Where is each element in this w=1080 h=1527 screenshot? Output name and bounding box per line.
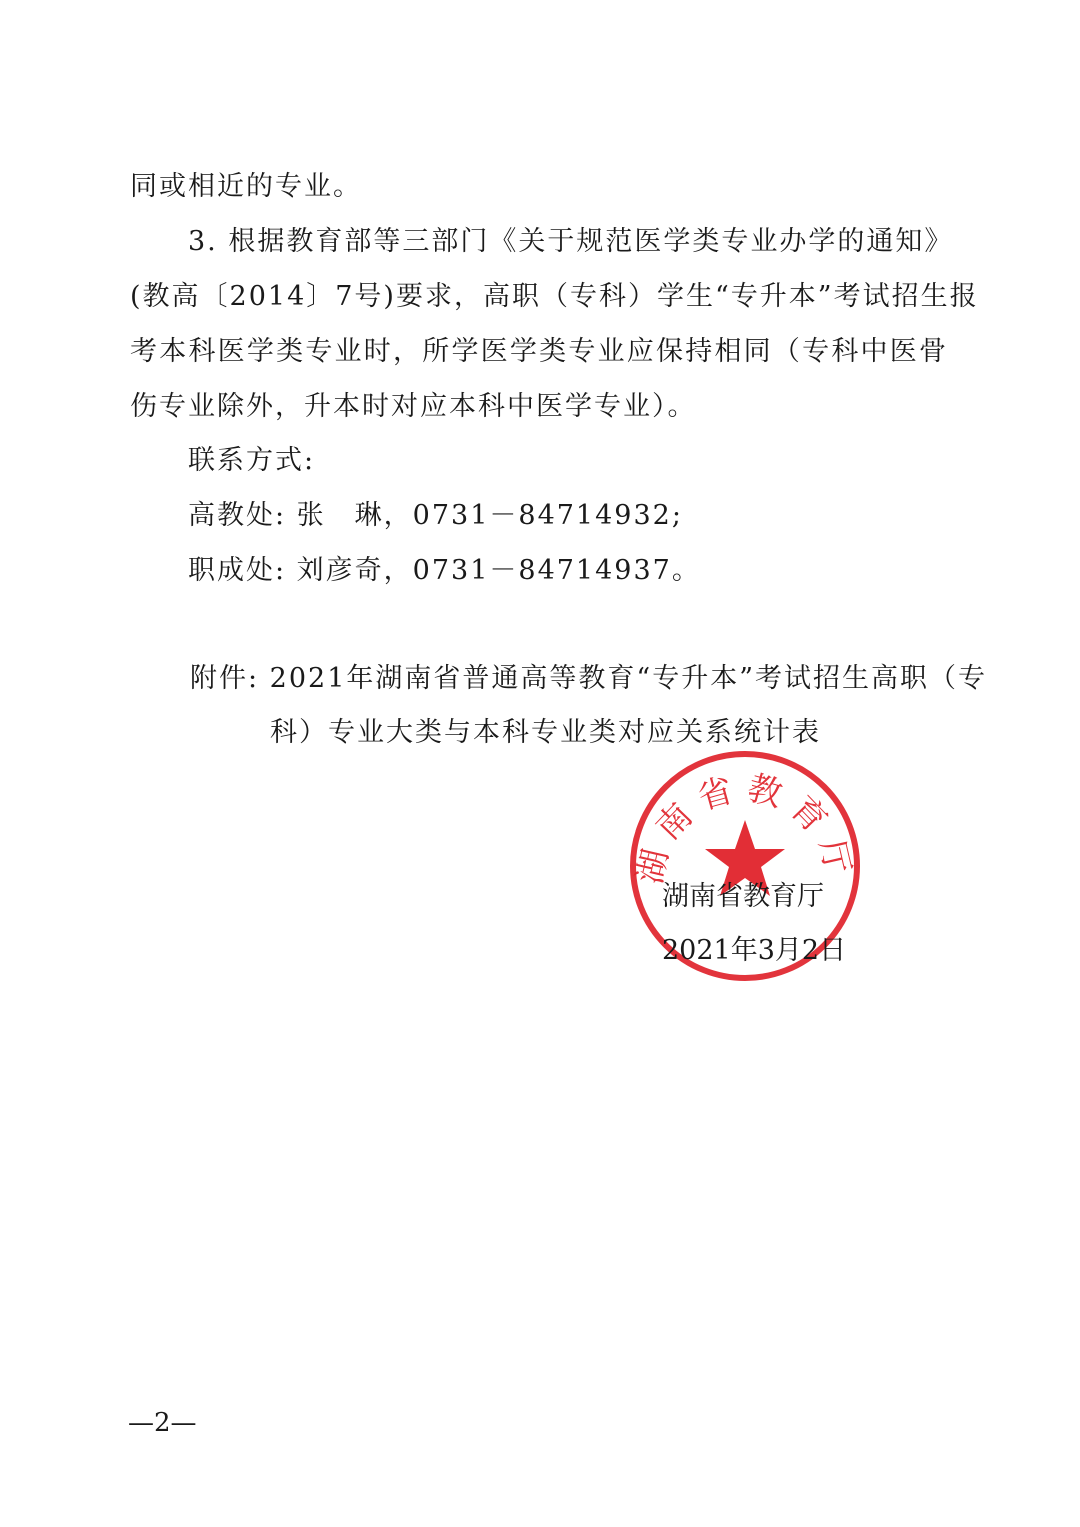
attachment-line-1: 附件: 2021年湖南省普通高等教育“专升本”考试招生高职（专 [190, 663, 987, 694]
signature-date: 2021年3月2日 [662, 935, 847, 966]
contact-higher-education: 高教处: 张 琳，0731－84714932; [188, 500, 683, 531]
contact-label: 联系方式: [188, 445, 316, 476]
paragraph-3-line-4: 伤专业除外，升本时对应本科中医学专业）。 [130, 391, 697, 422]
contact-vocational-education: 职成处: 刘彦奇，0731－84714937。 [188, 555, 701, 586]
svg-text:湖南省教育厅: 湖南省教育厅 [629, 767, 861, 888]
paragraph-3-line-2: (教高〔2014〕7号)要求，高职（专科）学生“专升本”考试招生报 [130, 281, 979, 312]
paragraph-3-line-1: 3. 根据教育部等三部门《关于规范医学类专业办学的通知》 [188, 226, 954, 257]
paragraph-3-line-3: 考本科医学类专业时，所学医学类专业应保持相同（专科中医骨 [130, 336, 948, 367]
signature-organization: 湖南省教育厅 [662, 881, 824, 912]
attachment-line-2: 科）专业大类与本科专业类对应关系统计表 [270, 717, 821, 748]
page-number: —2— [128, 1408, 197, 1438]
paragraph-2-end: 同或相近的专业。 [130, 171, 362, 202]
